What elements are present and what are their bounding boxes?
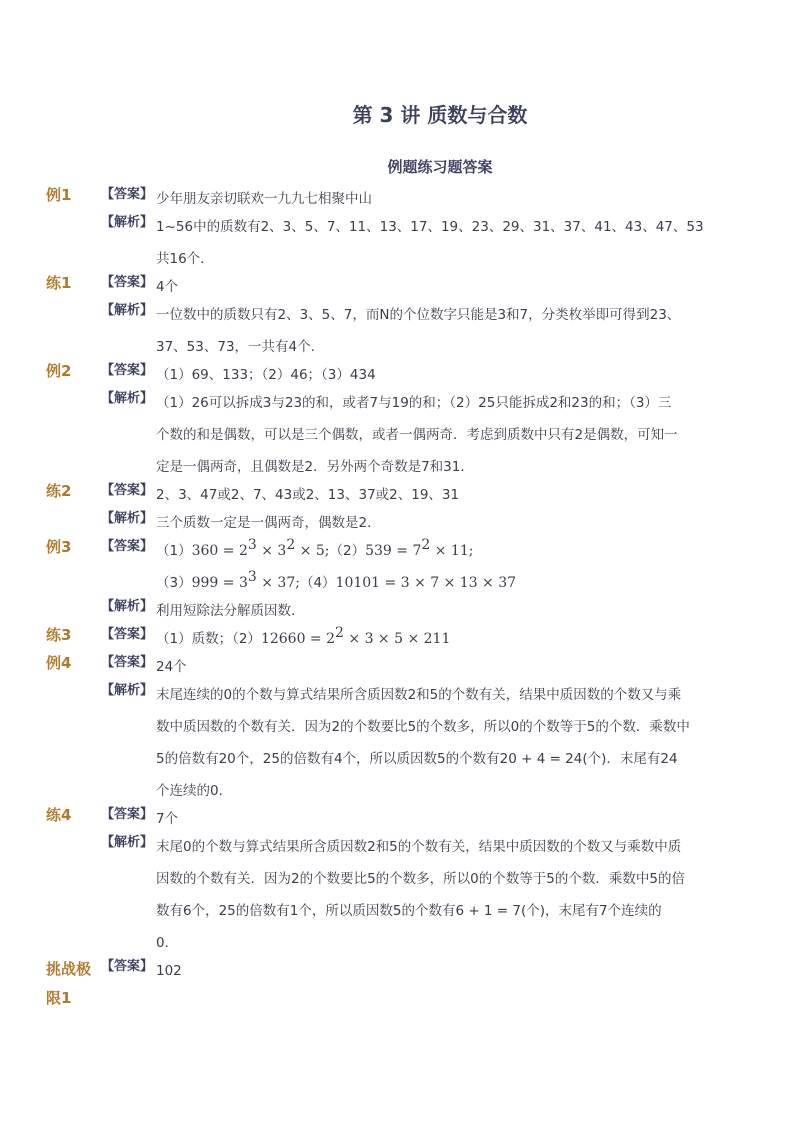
analysis-line: 5的倍数有20个，25的倍数有4个，所以质因数5的个数有20 + 4 = 24(个)．末尾有24 (156, 751, 678, 767)
answer-text (156, 955, 716, 987)
answer-tag: 【答案】 (101, 275, 154, 290)
answer-line: 4个 (156, 279, 179, 295)
analysis-line: 一位数中的质数只有2、3、5、7，而N的个位数字只能是3和7，分类枚举即可得到23、 (156, 307, 681, 323)
math-exponent: 2 (286, 537, 296, 553)
analysis-row (0, 387, 800, 483)
math-expression: × 11; (430, 543, 474, 559)
entry-label: 例3 (46, 538, 72, 556)
analysis-tag: 【解析】 (101, 683, 154, 698)
entry-label: 练2 (46, 482, 72, 500)
entry-label: 练4 (46, 806, 72, 824)
math-expression: × 3 × 5 × 211 (343, 631, 451, 647)
analysis-line: 定是一偶两奇，且偶数是2．另外两个奇数是7和31． (156, 459, 474, 475)
analysis-text (156, 831, 716, 959)
answer-list (0, 186, 800, 1007)
answer-entry (0, 955, 800, 1007)
answer-line: 102 (156, 963, 182, 979)
analysis-line: 37、53、73，一共有4个． (156, 339, 325, 355)
answer-line: 2、3、47或2、7、43或2、13、37或2、19、31 (156, 487, 460, 503)
analysis-tag: 【解析】 (101, 391, 154, 406)
analysis-tag: 【解析】 (101, 835, 154, 850)
analysis-tag: 【解析】 (101, 599, 154, 614)
answer-entry (0, 651, 800, 807)
analysis-row (0, 831, 800, 959)
math-expression: 12660 = 2 (260, 631, 336, 647)
math-expression: 539 = 7 (365, 543, 422, 559)
analysis-tag: 【解析】 (101, 511, 154, 526)
analysis-line: 0． (156, 935, 179, 951)
analysis-line: 1~56中的质数有2、3、5、7、11、13、17、19、23、29、31、37、41、43、47、53 (156, 219, 704, 235)
analysis-line: 因数的个数有关．因为2的个数要比5的个数多，所以0的个数等于5的个数．乘数中5的倍 (156, 871, 685, 887)
answer-tag: 【答案】 (101, 807, 154, 822)
analysis-text (156, 299, 716, 363)
answer-text (156, 535, 716, 599)
analysis-line: 三个质数一定是一偶两奇，偶数是2． (156, 515, 381, 531)
analysis-text (156, 679, 716, 807)
math-expression: × 3 (256, 543, 287, 559)
analysis-line: 末尾连续的0的个数与算式结果所含质因数2和5的个数有关，结果中质因数的个数又与乘 (156, 687, 682, 703)
page-title: 第 3 讲 质数与合数 (352, 103, 528, 127)
analysis-line: （1）26可以拆成3与23的和，或者7与19的和；（2）25只能拆成2和23的和；（3）三 (156, 395, 672, 411)
answer-line: 7个 (156, 811, 179, 827)
answer-text-part: （1） (156, 543, 192, 559)
analysis-line: 个数的和是偶数，可以是三个偶数，或者一偶两奇．考虑到质数中只有2是偶数，可知一 (156, 427, 678, 443)
answer-text-part: （2） (329, 543, 366, 559)
answer-tag: 【答案】 (101, 539, 154, 554)
answer-tag: 【答案】 (101, 187, 154, 202)
answer-entry (0, 803, 800, 959)
answer-tag: 【答案】 (101, 627, 154, 642)
entry-label-line: 挑战极 (46, 960, 92, 978)
answer-line: （1）69、133；（2）46；（3）434 (156, 367, 376, 383)
answer-entry (0, 359, 800, 483)
entry-label: 练3 (46, 626, 72, 644)
answer-tag: 【答案】 (101, 363, 154, 378)
answer-line: 少年朋友亲切联欢一九九七相聚中山 (156, 191, 372, 207)
analysis-line: 数中质因数的个数有关．因为2的个数要比5的个数多，所以0的个数等于5的个数．乘数中 (156, 719, 690, 735)
answer-row (0, 535, 800, 599)
answer-tag: 【答案】 (101, 655, 154, 670)
entry-label: 例1 (46, 186, 72, 204)
math-expression: × 37; (256, 575, 300, 591)
math-exponent: 2 (335, 625, 344, 641)
answer-entry (0, 183, 800, 275)
analysis-text (156, 211, 716, 275)
answer-text-part: （4） (299, 575, 336, 591)
math-expression: 999 = 3 (191, 575, 248, 591)
answer-tag: 【答案】 (101, 959, 154, 974)
entry-label: 例2 (46, 362, 72, 380)
analysis-line: 利用短除法分解质因数． (156, 603, 305, 619)
analysis-text (156, 387, 716, 483)
entry-label: 练1 (46, 274, 72, 292)
analysis-tag: 【解析】 (101, 215, 154, 230)
math-expression: 10101 = 3 × 7 × 13 × 37 (335, 575, 517, 591)
answer-line (156, 535, 716, 567)
math-exponent: 3 (247, 537, 257, 553)
answer-entry (0, 479, 800, 539)
math-expression: × 5; (295, 543, 330, 559)
answer-text-part: （1）质数；（2） (156, 631, 261, 647)
answer-line: 24个 (156, 659, 187, 675)
analysis-row (0, 211, 800, 275)
math-exponent: 2 (421, 537, 431, 553)
math-exponent: 3 (247, 569, 257, 585)
analysis-row (0, 679, 800, 807)
analysis-tag: 【解析】 (101, 303, 154, 318)
analysis-line: 个连续的0． (156, 783, 233, 799)
answer-row (0, 955, 800, 987)
page-subtitle: 例题练习题答案 (387, 158, 493, 176)
answer-entry (0, 271, 800, 363)
analysis-line: 共16个． (156, 251, 214, 267)
math-expression: 360 = 2 (191, 543, 248, 559)
analysis-line: 数有6个，25的倍数有1个，所以质因数5的个数有6 + 1 = 7(个)，末尾有7个连续的 (156, 903, 662, 919)
analysis-line: 末尾0的个数与算式结果所含质因数2和5的个数有关，结果中质因数的个数又与乘数中质 (156, 839, 682, 855)
entry-label: 例4 (46, 654, 72, 672)
answer-text-part: （3） (156, 575, 192, 591)
analysis-row (0, 299, 800, 363)
entry-label-line: 限1 (46, 989, 72, 1007)
answer-tag: 【答案】 (101, 483, 154, 498)
answer-entry (0, 535, 800, 627)
